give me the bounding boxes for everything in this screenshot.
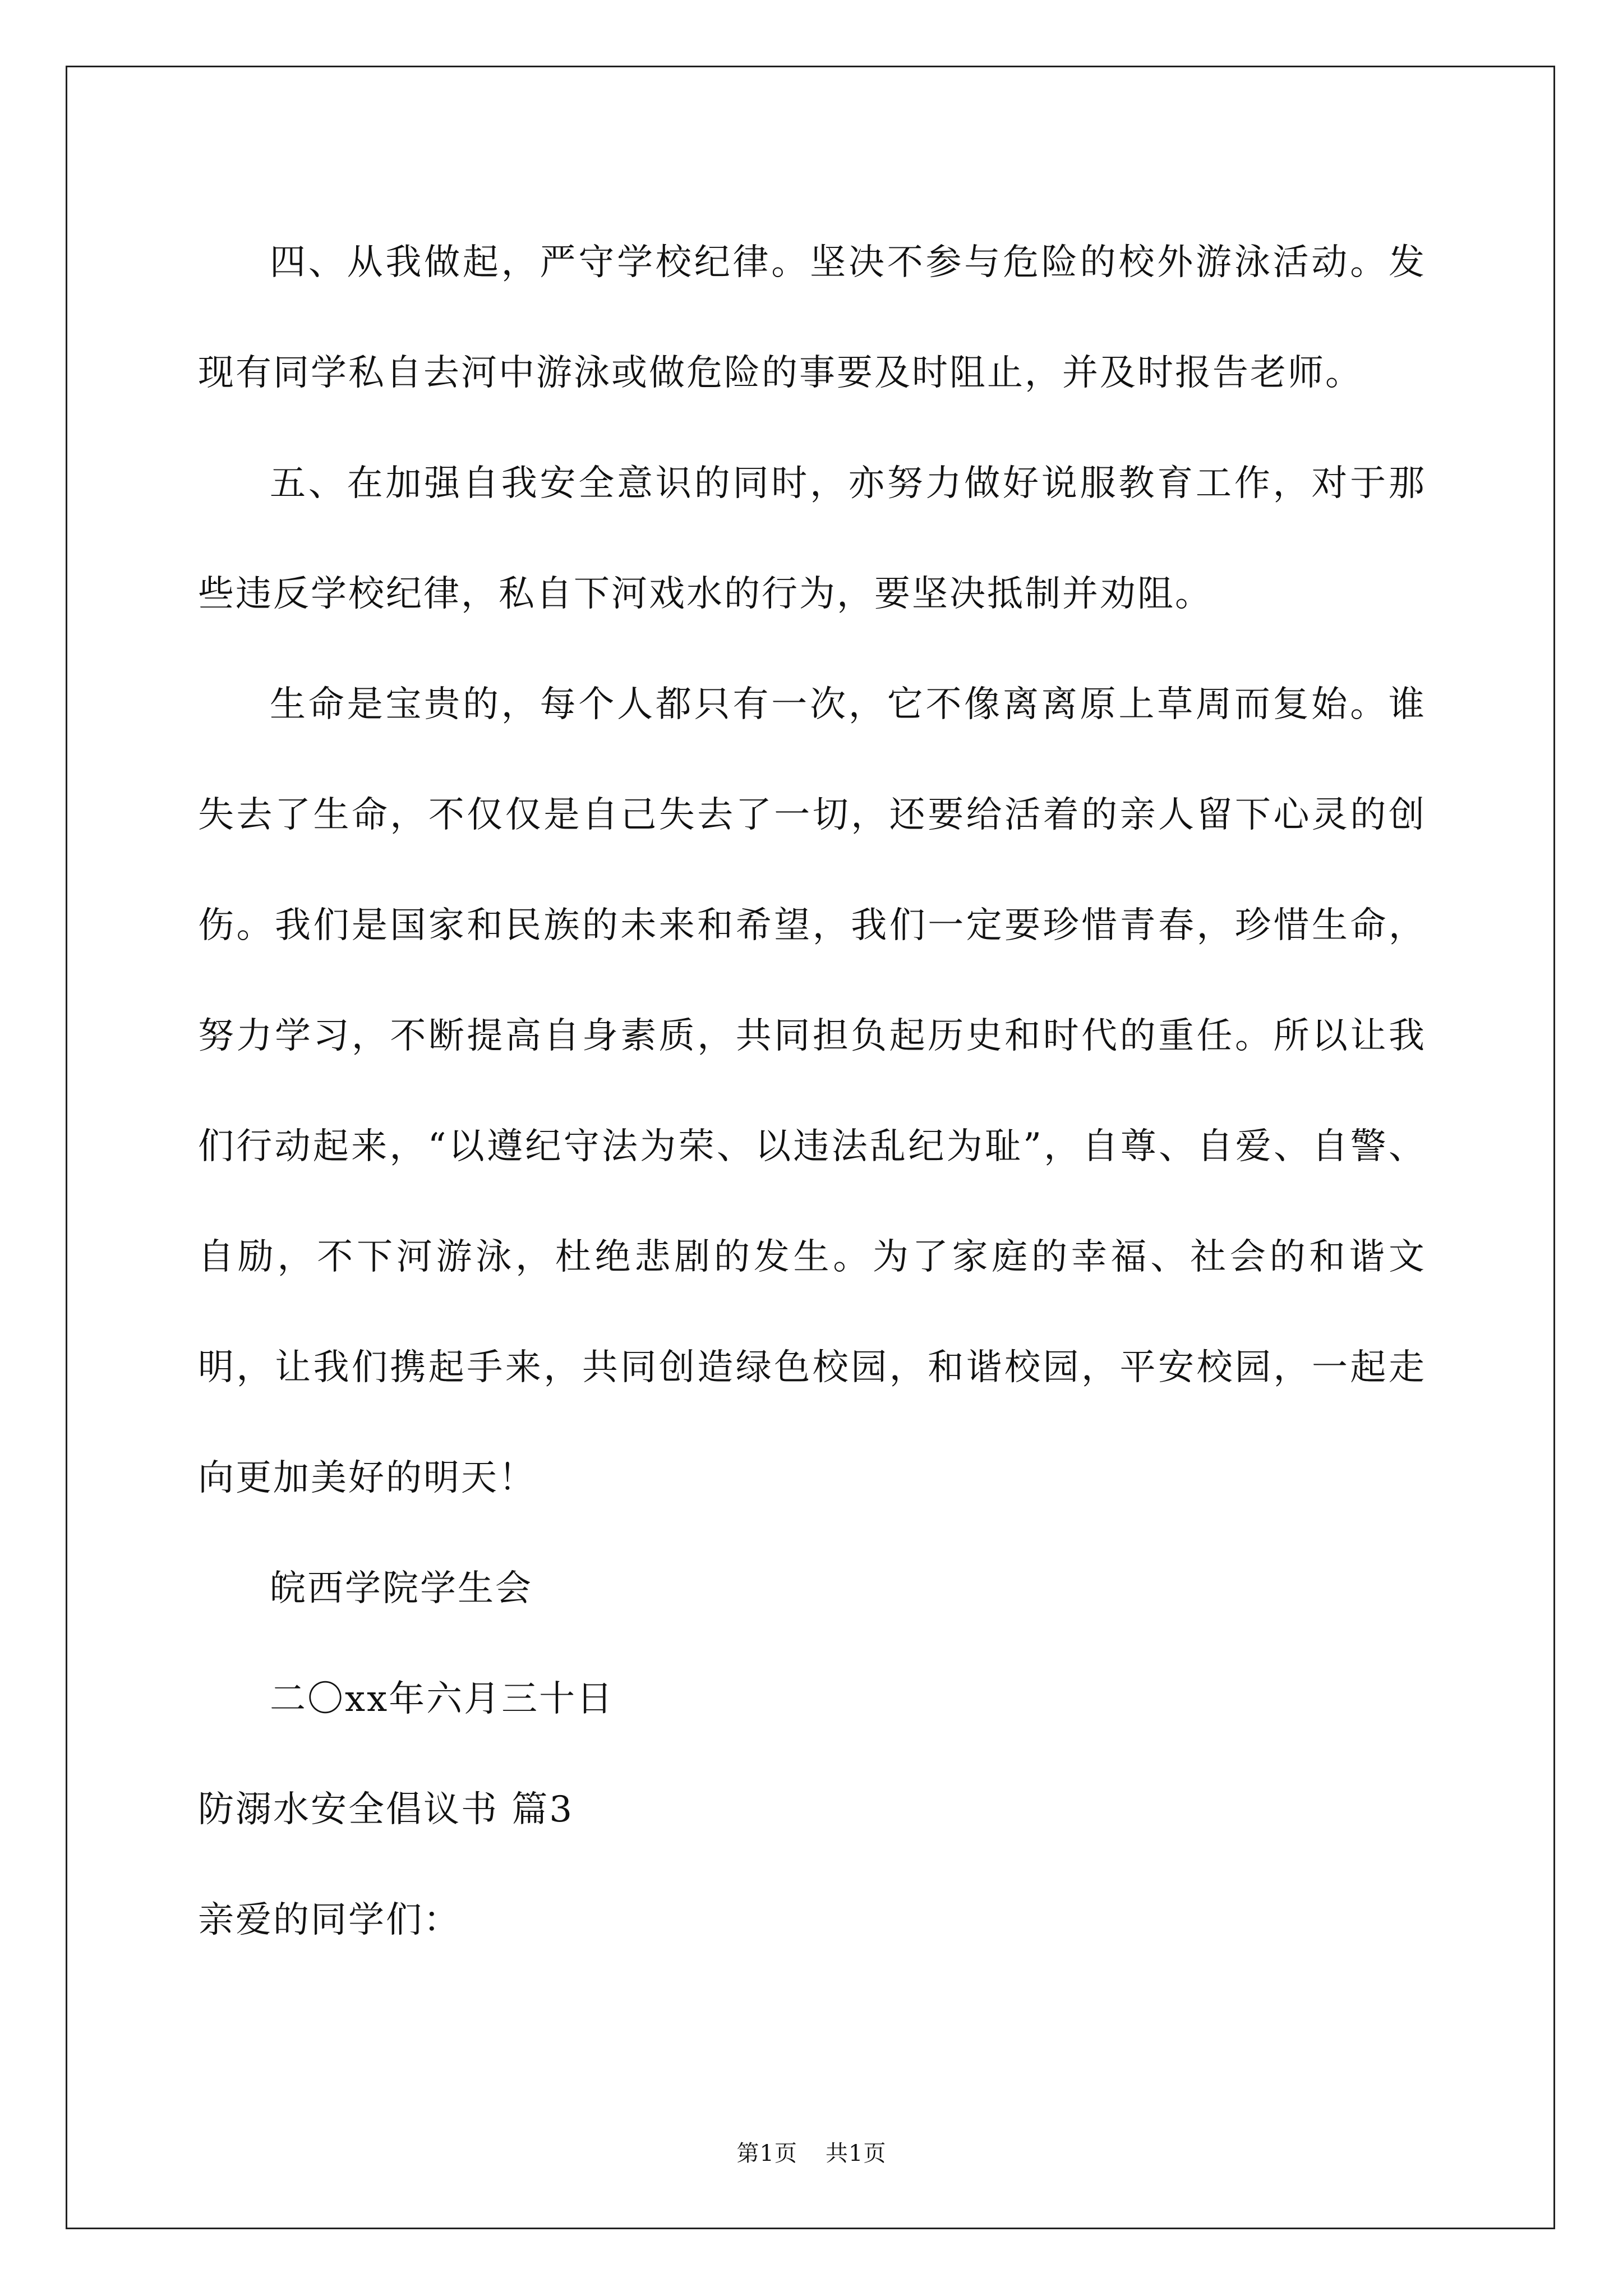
page-number-total: 共1页 bbox=[826, 2141, 887, 2166]
salutation: 亲爱的同学们： bbox=[198, 1899, 461, 1941]
signature-date: 二〇xx年六月三十日 bbox=[270, 1678, 615, 1720]
signature-org: 皖西学院学生会 bbox=[270, 1568, 533, 1609]
document-body bbox=[198, 208, 1426, 1976]
section-title: 防溺水安全倡议书 篇3 bbox=[198, 1789, 574, 1830]
page-number-current: 第1页 bbox=[736, 2141, 797, 2166]
paragraph-life: 生命是宝贵的，每个人都只有一次，它不像离离原上草周而复始。谁失去了生命，不仅仅是自己失去了一切，还要给活着的亲人留下心灵的创伤。我们是国家和民族的未来和希望，我们一定要珍惜青春，珍惜生命，努力学习，不断提高自身素质，共同担负起历史和时代的重任。所以让我们行动起来，“以遵纪守法为荣、以违法乱纪为耻”，自尊、自爱、自警、自励，不下河游泳，杜绝悲剧的发生。为了家庭的幸福、社会的和谐文明，让我们携起手来，共同创造绿色校园，和谐校园，平安校园，一起走向更加美好的明天！ bbox=[198, 684, 1426, 1499]
page-footer bbox=[0, 2140, 1623, 2167]
paragraph-item-5: 五、在加强自我安全意识的同时，亦努力做好说服教育工作，对于那些违反学校纪律，私自下河戏水的行为，要坚决抵制并劝阻。 bbox=[198, 463, 1426, 615]
paragraph-item-4: 四、从我做起，严守学校纪律。坚决不参与危险的校外游泳活动。发现有同学私自去河中游泳或做危险的事要及时阻止，并及时报告老师。 bbox=[198, 242, 1426, 394]
